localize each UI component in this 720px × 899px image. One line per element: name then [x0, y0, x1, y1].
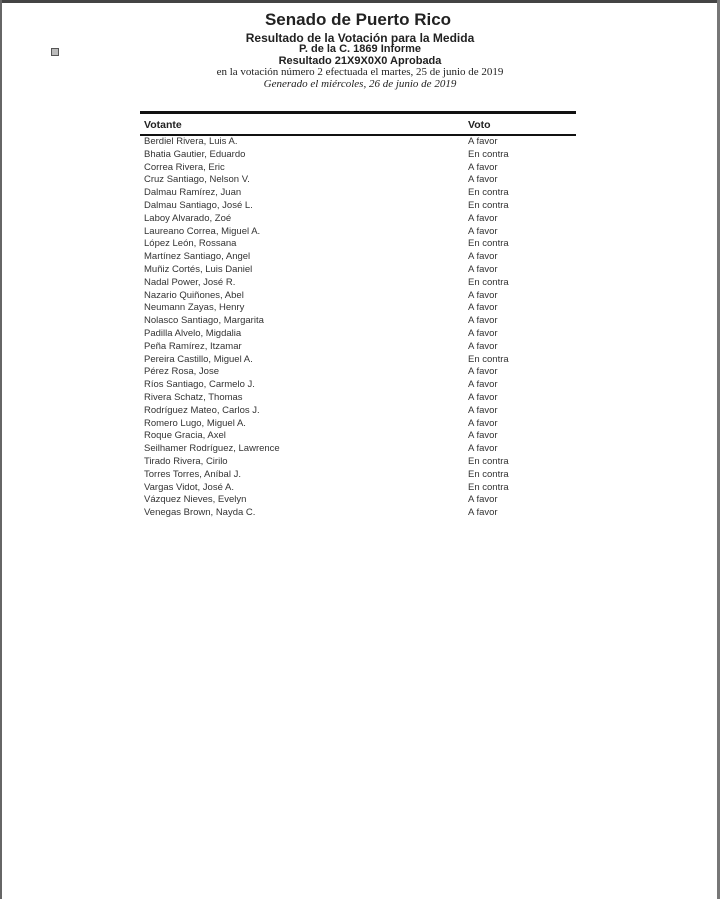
vote-value: A favor [468, 161, 498, 173]
table-row [140, 162, 576, 175]
measure-label: P. de la C. 1869 Informe [298, 43, 422, 55]
voter-name: Dalmau Ramírez, Juan [144, 187, 242, 199]
vote-value: A favor [468, 174, 498, 186]
voter-name: Rodríguez Mateo, Carlos J. [144, 404, 260, 416]
table-row [140, 443, 576, 456]
table-row [140, 354, 576, 367]
vote-value: A favor [468, 212, 498, 224]
column-header-voto: Voto [468, 119, 491, 131]
voter-name: Vargas Vidot, José A. [144, 481, 234, 493]
vote-value: A favor [468, 302, 498, 314]
table-row [140, 507, 576, 520]
voter-name: Nazario Quiñones, Abel [144, 289, 244, 301]
voter-name: Roque Gracia, Axel [144, 430, 226, 442]
table-row [140, 238, 576, 251]
document-title: Senado de Puerto Rico [264, 10, 452, 29]
vote-value: En contra [468, 276, 509, 288]
generated-date: Generado el miércoles, 26 de junio de 2019 [263, 78, 457, 90]
table-row [140, 341, 576, 354]
voter-name: López León, Rossana [144, 238, 237, 250]
table-row [140, 174, 576, 187]
table-row [140, 392, 576, 405]
voter-name: Martínez Santiago, Angel [144, 251, 251, 263]
vote-value: A favor [468, 263, 498, 275]
vote-value: A favor [468, 251, 498, 263]
table-row [140, 315, 576, 328]
voter-name: Romero Lugo, Miguel A. [144, 417, 246, 429]
table-row [140, 494, 576, 507]
table-body [140, 136, 576, 520]
voter-name: Pereira Castillo, Miguel A. [144, 353, 253, 365]
vote-value: A favor [468, 327, 498, 339]
table-row [140, 366, 576, 379]
column-header-votante: Votante [144, 119, 182, 131]
vote-value: En contra [468, 455, 509, 467]
vote-info: en la votación número 2 efectuada el martes, 25 de junio de 2019 [216, 66, 504, 78]
voter-name: Padilla Alvelo, Migdalia [144, 327, 242, 339]
table-row [140, 136, 576, 149]
vote-value: A favor [468, 315, 498, 327]
voter-name: Neumann Zayas, Henry [144, 302, 245, 314]
voter-name: Pérez Rosa, Jose [144, 366, 219, 378]
voter-name: Nolasco Santiago, Margarita [144, 315, 264, 327]
vote-value: A favor [468, 494, 498, 506]
voter-name: Torres Torres, Aníbal J. [144, 468, 241, 480]
table-row [140, 328, 576, 341]
vote-value: A favor [468, 391, 498, 403]
table-row [140, 456, 576, 469]
table-header [140, 114, 576, 134]
voter-name: Nadal Power, José R. [144, 276, 236, 288]
vote-value: A favor [468, 340, 498, 352]
voter-name: Berdiel Rivera, Luis A. [144, 136, 238, 147]
table-row [140, 264, 576, 277]
document-subtitle: Resultado de la Votación para la Medida [245, 31, 475, 45]
voter-name: Laureano Correa, Miguel A. [144, 225, 261, 237]
table-row [140, 418, 576, 431]
table-row [140, 430, 576, 443]
vote-value: En contra [468, 148, 509, 160]
window-frame-top [0, 0, 720, 3]
table-row [140, 226, 576, 239]
table-row [140, 200, 576, 213]
vote-value: En contra [468, 468, 509, 480]
vote-value: A favor [468, 404, 498, 416]
result-label: Resultado 21X9X0X0 Aprobada [278, 55, 442, 67]
voter-name: Vázquez Nieves, Evelyn [144, 494, 247, 506]
voter-name: Muñiz Cortés, Luis Daniel [144, 263, 253, 275]
vote-value: A favor [468, 366, 498, 378]
vote-value: En contra [468, 199, 509, 211]
voter-name: Cruz Santiago, Nelson V. [144, 174, 250, 186]
table-row [140, 379, 576, 392]
table-row [140, 149, 576, 162]
vote-value: A favor [468, 417, 498, 429]
vote-value: A favor [468, 289, 498, 301]
table-row [140, 277, 576, 290]
vote-table [140, 111, 576, 520]
voter-name: Laboy Alvarado, Zoé [144, 212, 232, 224]
vote-value: A favor [468, 443, 498, 455]
table-row [140, 187, 576, 200]
window-frame-left [0, 0, 2, 899]
table-row [140, 213, 576, 226]
vote-value: A favor [468, 507, 498, 519]
vote-value: A favor [468, 379, 498, 391]
table-row [140, 482, 576, 495]
voter-name: Ríos Santiago, Carmelo J. [144, 379, 255, 391]
table-row [140, 469, 576, 482]
vote-value: A favor [468, 136, 498, 147]
table-row [140, 251, 576, 264]
voter-name: Seilhamer Rodríguez, Lawrence [144, 443, 280, 455]
vote-value: A favor [468, 225, 498, 237]
table-row [140, 290, 576, 303]
table-row [140, 405, 576, 418]
voter-name: Venegas Brown, Nayda C. [144, 507, 256, 519]
voter-name: Bhatia Gautier, Eduardo [144, 148, 246, 160]
vote-value: En contra [468, 238, 509, 250]
table-row [140, 302, 576, 315]
voter-name: Rivera Schatz, Thomas [144, 391, 243, 403]
vote-value: En contra [468, 353, 509, 365]
voter-name: Tirado Rivera, Cirilo [144, 455, 228, 467]
vote-value: A favor [468, 430, 498, 442]
vote-value: En contra [468, 481, 509, 493]
voter-name: Peña Ramírez, Itzamar [144, 340, 242, 352]
voter-name: Dalmau Santiago, José L. [144, 199, 253, 211]
vote-value: En contra [468, 187, 509, 199]
voter-name: Correa Rivera, Eric [144, 161, 225, 173]
